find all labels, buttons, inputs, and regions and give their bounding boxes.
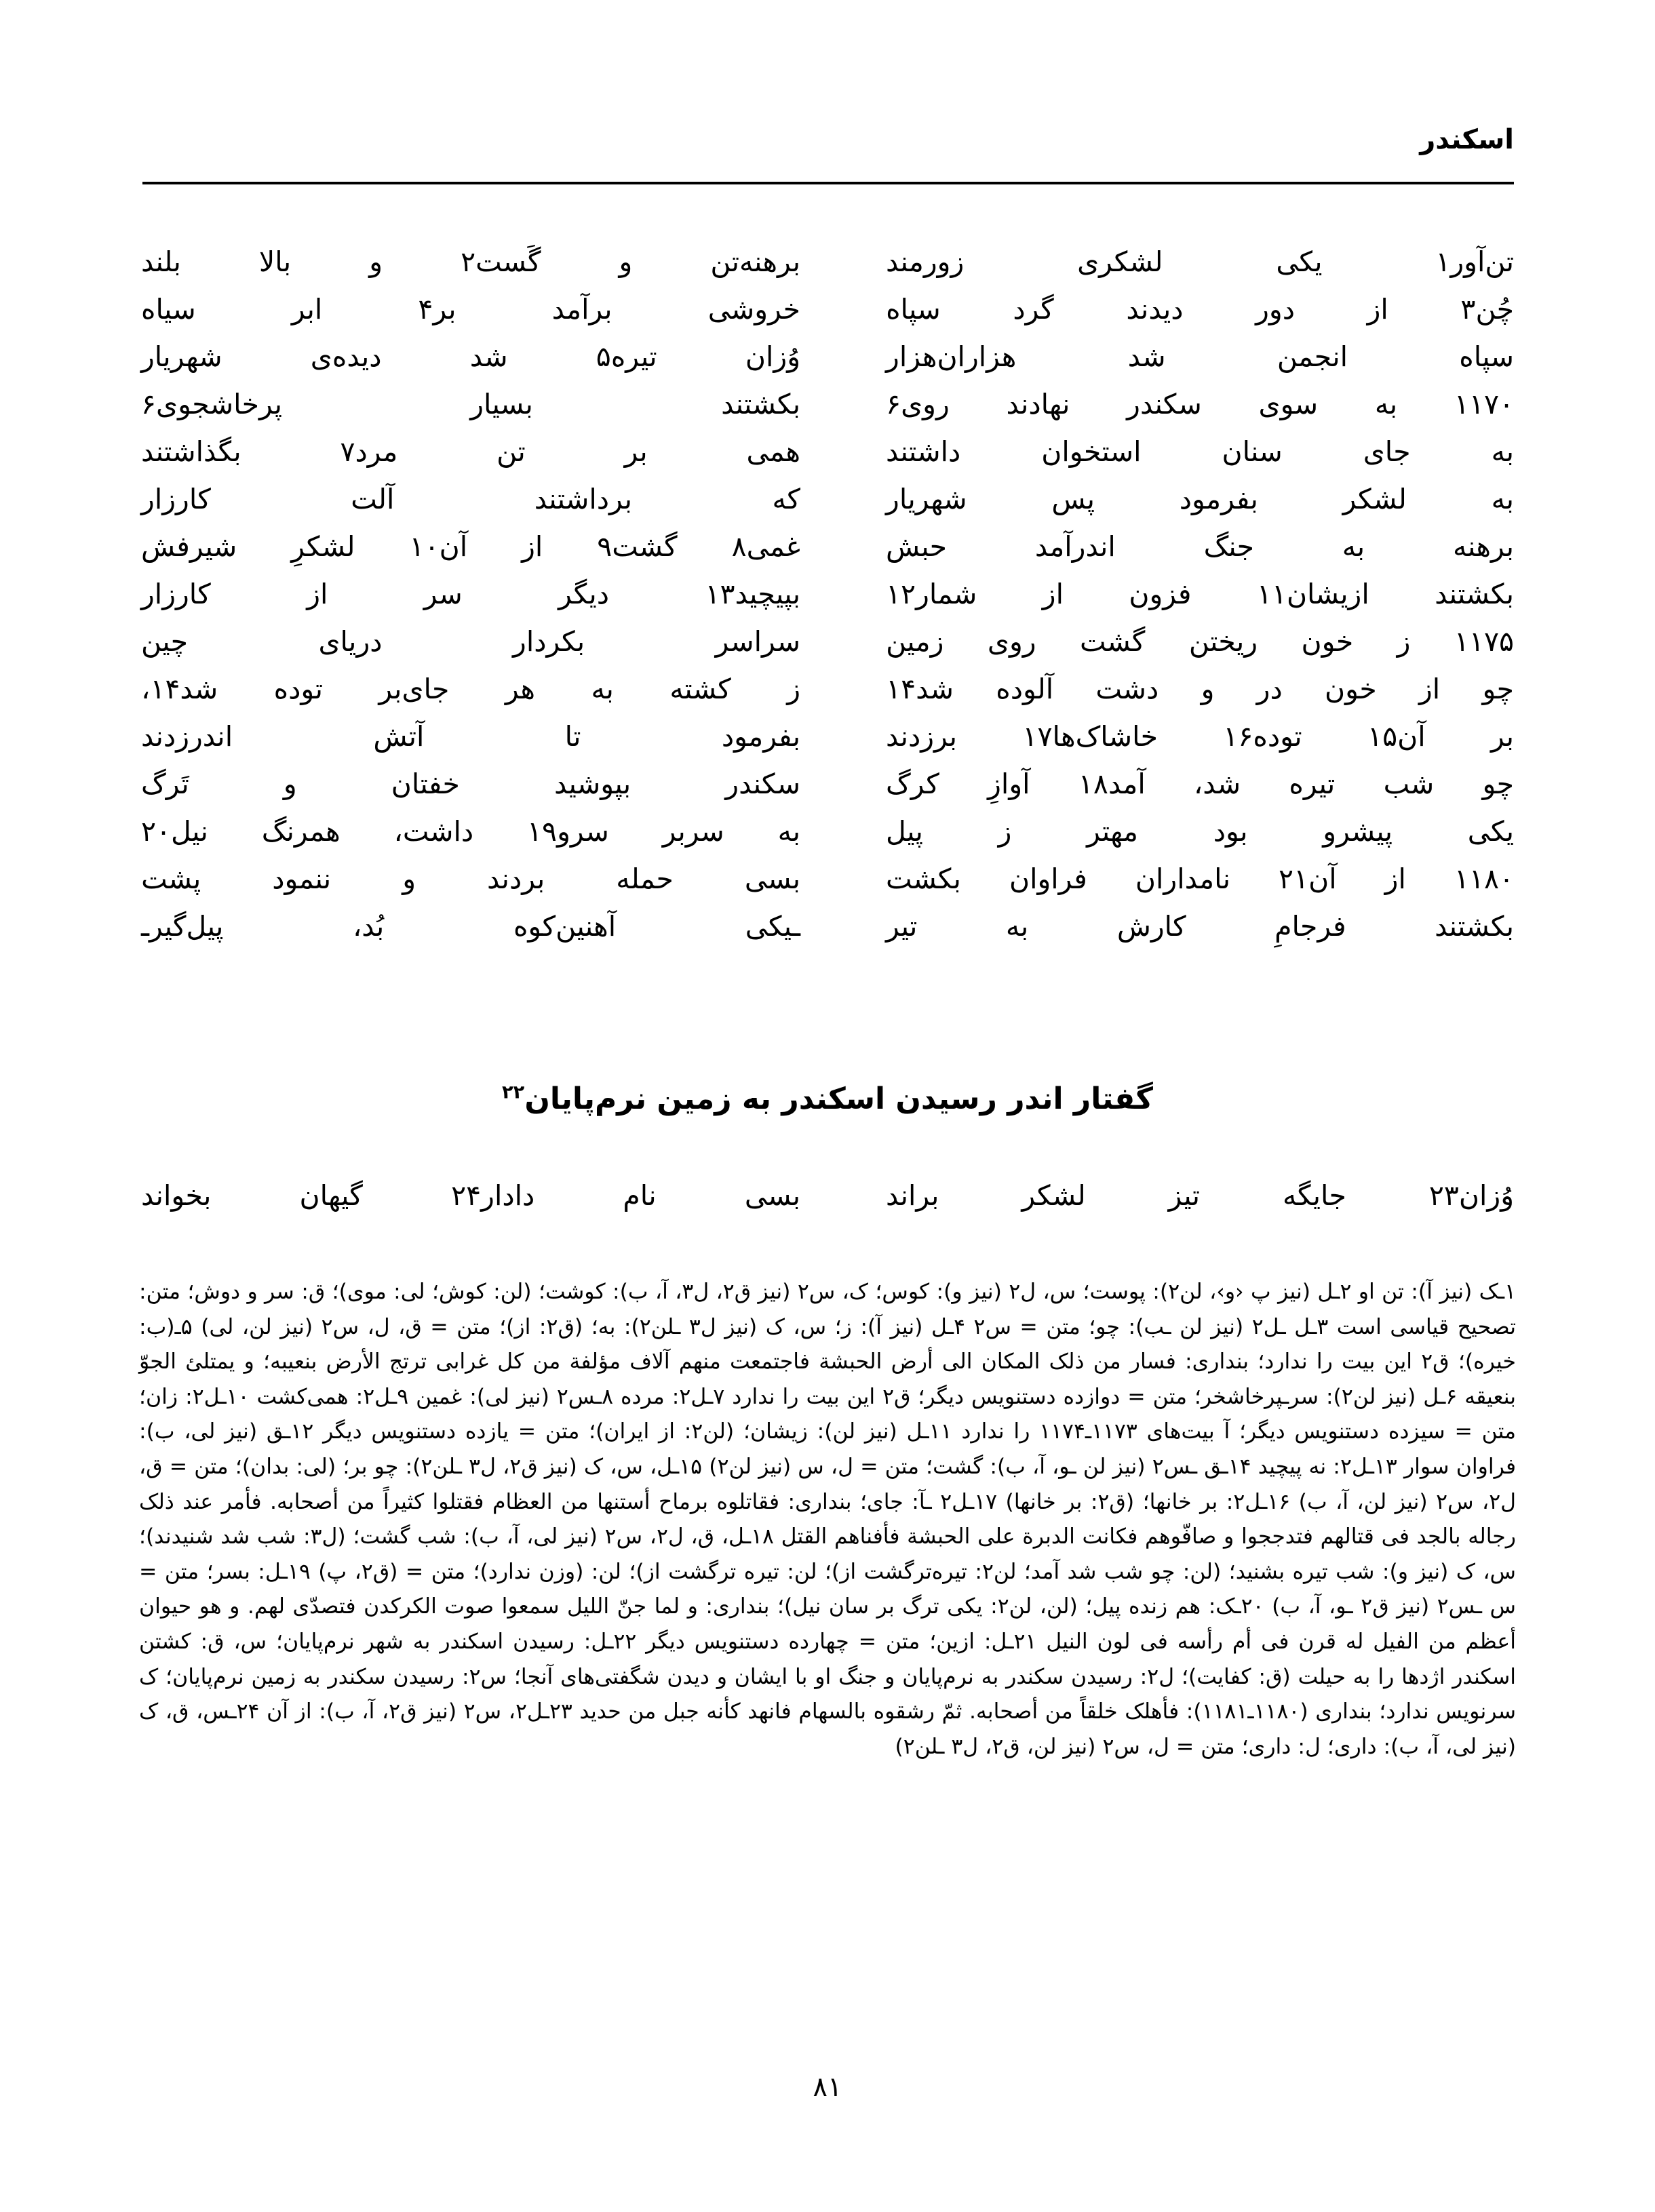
verse-word: از (1367, 292, 1388, 325)
verse-word: کارزار (141, 482, 211, 515)
verse-word: ز (998, 814, 1012, 848)
verse-word: کارزار (141, 577, 211, 610)
verse-number: ۱۱۷۵ (1454, 625, 1514, 658)
verse-word: ز (787, 672, 800, 705)
verse-word: از (1042, 577, 1064, 610)
apparatus-paragraph: ۱ـک (نیز آ): تن او ۲ـل (نیز پ ‹و›، لن۲): پوست؛ س، ل۲ (نیز و): کوس؛ ک، س۲ (نیز ق۲، ل۳، آ، ب): کوشت؛ (لن: کوش؛ لی: موی)؛ ق: سر و دوش؛ متن: تصحیح قیاسی است ۳ـل ـل۲ (نیز لن ـب): چو؛ متن = س۲ ۴ـل (نیز آ): ز؛ س، ک (نیز ل۳ ـلن۲): به؛ (ق۲: از)؛ متن = ق، ل، س۲ (نیز لن، لی) ۵ـ(ب: خیره)؛ ق۲ این بیت را ندارد؛ بنداری: فسار من ذلک المکان الی أرض الحبشة فاجتمعت منهم آلاف مؤلفة من کل غرابی ترتج الأرض بنعیبه؛ و یمتلئ الجوّ بنعیقه ۶ـل (نیز لن۲): سرـپرخاشخر؛ متن = دوازده دستنویس دیگر؛ ق۲ این بیت را ندارد ۷ـل۲: مرده ۸ـس۲ (نیز لی): غمین ۹ـل۲: همی‌کشت ۱۰ـل۲: زان؛ متن = سیزده دستنویس دیگر؛ آ بیت‌های ۱۱۷۳ـ۱۱۷۴ را ندارد ۱۱ـل (نیز لن): زیشان؛ (لن۲: از ایران)؛ متن = یازده دستنویس دیگر ۱۲ـق (نیز لی، ب): فراوان سوار ۱۳ـل۲: نه پیچید ۱۴ـق ـس۲ (نیز لن ـو، آ، ب): گشت؛ متن = ل، س (نیز لن۲) ۱۵ـل، س، ک (نیز ق۲، ل۳ ـلن۲): چو بر؛ (لی: بدان)؛ متن = ق، ل۲، س۲ (نیز لن، آ، ب) ۱۶ـل۲: بر خانها؛ (ق۲: بر خانها) ۱۷ـل۲ ـآ: جای؛ بنداری: فقاتلوه برماح أستنها من العظام فقتلوا کثیراً من أصحابه. فأمر عند ذلک رجاله بالجد فی قتالهم فتدججوا و صافّوهم فکانت الدبرة علی الحبشة فأفناهم القتل ۱۸ـل، ق، ل۲، س۲ (نیز لی، آ، ب): شب گشت؛ (ل۳: شب شد شنیدند)؛ س، ک (نیز و): شب تیره بشنید؛ (لن: چو شب شد آمد؛ لن۲: تیره‌ترگشت از)؛ لن: تیره ترگشت از)؛ لن: (وزن ندارد)؛ متن = (ق۲، پ) ۱۹ـل: بسر؛ متن = س ـس۲ (نیز ق۲ ـو، آ، ب) ۲۰ـک: هم زنده پیل؛ (لن، لن۲: یکی ترگ بر سان نیل)؛ بنداری: و لما جنّ اللیل سمعوا صوت الکرکدن فتصدّی لهم. و هو حیوان أعظم من الفیل له قرن فی أم رأسه فی لون النیل ۲۱ـل: ازین؛ متن = چهارده دستنویس دیگر ۲۲ـل: رسیدن اسکندر به شهر نرم‌پایان؛ س، ق: کشتن اسکندر اژدها را به حیلت (ق: کفایت)؛ ل۲: رسیدن سکندر به نرم‌پایان و جنگ او با ایشان و دیدن شگفتی‌های آنجا؛ س۲: رسیدن سکندر به زمین نرم‌پایان؛ ک سرنویس ندارد؛ بنداری (۱۱۸۰ـ۱۱۸۱): فأهلک خلقاً من أصحابه. ثمّ رشقوه بالسهام فانهد کأنه جبل من حدید ۲۳ـل۲، س۲ (نیز ق۲، آ، ب): از آن ۲۴ـس، ق، ک (نیز لی، آ، ب): داری؛ ل: داری؛ متن = ل، س۲ (نیز لن، ق۲، ل۳ ـلن۲) (139, 1280, 1517, 1759)
hemistich-left (141, 1181, 828, 1210)
verse-word: جای‌بر (378, 672, 450, 705)
verse-couplet (141, 894, 1514, 941)
verse-word: شد، (1194, 767, 1241, 800)
verse-couplet (141, 704, 1514, 751)
hemistich-right (828, 719, 1514, 753)
verse-word: سکندر (1127, 387, 1202, 420)
verse-couplet (141, 324, 1514, 372)
verse-couplet (141, 514, 1514, 561)
verse-word: سربر (662, 814, 724, 848)
verse-word: غمی۸ (731, 530, 800, 563)
verse-word: پیل‌گیرـ (141, 909, 224, 943)
verse-word: آمد۱۸ (1078, 767, 1146, 800)
verse-word: لشکری (1077, 245, 1163, 278)
hemistich-right (828, 1181, 1514, 1210)
verse-word: پیل (886, 814, 923, 848)
verse-word: سوی (1258, 387, 1319, 420)
verse-word: شهریار (886, 482, 967, 515)
verse-word: آوازِ (988, 767, 1030, 800)
verse-couplet (141, 372, 1514, 419)
verse-word: بر (624, 435, 648, 468)
verse-word: از (1384, 862, 1406, 895)
verse-word: روی۶ (886, 387, 950, 420)
hemistich-right (828, 482, 1514, 515)
verse-word: زورمند (886, 245, 965, 278)
verse-word: گیهان (299, 1179, 363, 1212)
verse-word: اندرآمد (1034, 530, 1116, 563)
verse-word: پیشرو (1323, 814, 1393, 848)
verse-word: وُزان۲۳ (1428, 1179, 1514, 1212)
verse-word: دریای (318, 625, 383, 658)
verse-word: از (1418, 672, 1441, 705)
verse-word: داشت، (393, 814, 474, 848)
verse-word: بفرمود (1179, 482, 1258, 515)
hemistich-left (141, 862, 828, 895)
verse-word: پرخاشجوی۶ (141, 387, 282, 420)
verse-word: دشت (1095, 672, 1159, 705)
hemistich-left (141, 532, 828, 561)
running-head-title: اسکندر (1420, 124, 1514, 155)
verse-word: سر (423, 577, 463, 610)
verse-word: بلند (141, 245, 181, 278)
verse-word: بفرمود (721, 719, 800, 753)
verse-word: همی (746, 435, 800, 468)
verse-word: ریختن (1188, 625, 1258, 658)
verse-word: آن۲۱ (1279, 862, 1337, 895)
verse-word: بکشت (886, 862, 961, 895)
verse-word: شیرفش (141, 530, 237, 563)
hemistich-left (141, 482, 828, 515)
verse-word: توده (273, 672, 323, 705)
verse-word: چو (1482, 672, 1514, 705)
verse-word: بکشتند (721, 387, 800, 420)
verse-word: بود (1213, 814, 1248, 848)
hemistich-left (141, 909, 828, 943)
verse-word: و (283, 767, 297, 800)
verse-word: یکی (1276, 245, 1323, 278)
verse-word: گرد (1013, 292, 1054, 325)
hemistich-right (828, 627, 1514, 656)
hemistich-right (828, 909, 1514, 943)
verse-word: برهنه‌تن (710, 245, 800, 278)
verse-word: ننمود (272, 862, 332, 895)
verse-word: سیاه (141, 292, 196, 325)
verse-word: بُد، (353, 909, 385, 943)
verse-word: براند (886, 1179, 939, 1212)
verse-word: تیره۵ (596, 340, 657, 373)
verse-word: گشت۹ (597, 530, 678, 563)
verse-couplet (141, 419, 1514, 467)
verse-word: بکشتند (1435, 909, 1514, 943)
verse-couplet (141, 467, 1514, 514)
hemistich-left (141, 672, 828, 705)
verse-word: استخوان (1041, 435, 1142, 468)
verse-word: سپاه (886, 292, 941, 325)
verse-word: سرو۱۹ (527, 814, 609, 848)
verse-couplet (141, 609, 1514, 656)
verse-word: توده۱۶ (1223, 719, 1302, 753)
hemistich-left (141, 719, 828, 753)
verse-word: سنان (1222, 435, 1283, 468)
verse-word: سراسر (715, 625, 800, 658)
verse-word: بخواند (141, 1179, 212, 1212)
verse-word: داشتند (886, 435, 961, 468)
verse-word: شد (1127, 340, 1166, 373)
hemistich-left (141, 814, 828, 848)
verse-word: جای (1363, 435, 1411, 468)
verse-word: به (777, 814, 800, 848)
verse-word: بر (1490, 719, 1514, 753)
verse-word: که (772, 482, 800, 515)
hemistich-right (828, 814, 1514, 848)
verse-word: آهنین‌کوه (513, 909, 617, 943)
verse-word: ازیشان۱۱ (1256, 577, 1369, 610)
verse-word: شهریار (141, 340, 222, 373)
verse-word: نهادند (1006, 387, 1070, 420)
verse-word: سپاه (1459, 340, 1514, 373)
verse-couplet (141, 561, 1514, 609)
verse-word: جایگه (1283, 1179, 1346, 1212)
verse-word: و (1201, 672, 1215, 705)
verse-word: تن (496, 435, 526, 468)
verse-word: تیره (1289, 767, 1336, 800)
verse-word: گَست۲ (461, 245, 541, 278)
verse-word: دور (1255, 292, 1295, 325)
verse-word: بردند (487, 862, 545, 895)
hemistich-right (828, 342, 1514, 372)
verse-couplet (141, 846, 1514, 894)
verse-word: فرجامِ (1274, 909, 1346, 943)
verse-word: خاشاک‌ها۱۷ (1022, 719, 1158, 753)
header-rule (142, 182, 1514, 184)
verse-word: ـیکی (745, 909, 800, 943)
verse-word: بسی (744, 862, 800, 895)
verse-word: شمار۱۲ (886, 577, 977, 610)
verse-word: بسی (744, 1179, 800, 1212)
verse-word: مرد۷ (340, 435, 398, 468)
verse-word: لشکر (1342, 482, 1407, 515)
hemistich-left (141, 577, 828, 610)
verse-word: خروشی (707, 292, 800, 325)
verse-word: تیز (1168, 1179, 1201, 1212)
hemistich-right (828, 672, 1514, 705)
verse-word: آتش (373, 719, 425, 753)
running-head (141, 126, 1514, 174)
verse-couplet (141, 656, 1514, 704)
hemistich-right (828, 387, 1514, 420)
verse-word: نام (623, 1179, 657, 1212)
section-heading-footnote-marker: ۲۲ (502, 1082, 525, 1103)
verse-word: آن۱۰ (409, 530, 468, 563)
verse-word: هر (505, 672, 536, 705)
verse-word: برزدند (886, 719, 958, 753)
verse-word: انجمن (1277, 340, 1348, 373)
hemistich-right (828, 437, 1514, 467)
verse-word: در (1256, 672, 1283, 705)
verse-word: همرنگ (261, 814, 340, 848)
critical-apparatus (139, 1275, 1516, 1764)
verse-word: لشکرِ (291, 530, 355, 563)
verse-word: چین (141, 625, 188, 658)
verse-number: ۱۱۷۰ (1454, 387, 1514, 420)
verse-word: وُزان (745, 340, 800, 373)
hemistich-left (141, 342, 828, 372)
verse-word: آن۱۵ (1367, 719, 1426, 753)
hemistich-right (828, 532, 1514, 561)
verse-word: شد (469, 340, 508, 373)
verse-word: نامداران (1135, 862, 1230, 895)
verse-word: به (591, 672, 614, 705)
hemistich-right (828, 245, 1514, 278)
verse-word: بکشتند (1435, 577, 1514, 610)
hemistich-left (141, 437, 828, 467)
verse-word: بسیار (470, 387, 533, 420)
hemistich-left (141, 627, 828, 656)
verse-word: کرگ (886, 767, 939, 800)
verse-word: بر۴ (418, 292, 456, 325)
verse-word: روی (987, 625, 1036, 658)
hemistich-left (141, 767, 828, 800)
verse-word: بپیچید۱۳ (705, 577, 800, 610)
hemistich-right (828, 577, 1514, 610)
verse-couplet (141, 229, 1514, 277)
verse-word: و (369, 245, 383, 278)
verse-word: پس (1051, 482, 1095, 515)
verse-word: خون (1301, 625, 1354, 658)
verse-word: بکردار (513, 625, 585, 658)
verse-word: اندرزدند (141, 719, 233, 753)
verse-word: حمله (616, 862, 674, 895)
verse-word: برداشتند (534, 482, 633, 515)
verse-word: به (1374, 387, 1398, 420)
verse-word: به (1005, 909, 1029, 943)
verse-word: فراوان (1009, 862, 1087, 895)
section-heading-text: گفتار اندر رسیدن اسکندر به زمین نرم‌پایان (524, 1082, 1153, 1116)
verse-word: بپوشید (553, 767, 631, 800)
verse-word: به (1342, 530, 1365, 563)
verse-word: پشت (141, 862, 201, 895)
verse-word: تن‌آور۱ (1435, 245, 1514, 278)
hemistich-left (141, 245, 828, 278)
verse-couplet (141, 277, 1514, 324)
verse-word: دیگر (558, 577, 610, 610)
verse-couplet (141, 751, 1514, 799)
verse-word: دیده‌ی (310, 340, 382, 373)
verse-word: تیر (886, 909, 918, 943)
verse-word: خون (1325, 672, 1377, 705)
verse-word: نیل۲۰ (141, 814, 208, 848)
hemistich-right (828, 292, 1514, 325)
verse-word: برهنه (1452, 530, 1514, 563)
verse-word: شد۱۴، (141, 672, 218, 705)
verse-word: شب (1383, 767, 1435, 800)
verse-word: و (402, 862, 416, 895)
verse-word: بگذاشتند (141, 435, 241, 468)
verse-word: از (307, 577, 328, 610)
verse-word: حبش (886, 530, 948, 563)
verse-word: به (1491, 435, 1514, 468)
verse-word: دادار۲۴ (451, 1179, 535, 1212)
verse-word: بالا (258, 245, 292, 278)
verse-couplet (141, 799, 1514, 846)
verse-word: چُن۳ (1460, 292, 1514, 325)
verse-word: و (619, 245, 633, 278)
verse-word: لشکر (1021, 1179, 1086, 1212)
verse-word: هزاران‌هزار (886, 340, 1017, 373)
hemistich-left (141, 292, 828, 325)
section-heading (141, 1083, 1514, 1115)
verse-word: برآمد (551, 292, 612, 325)
hemistich-right (828, 862, 1514, 895)
verse-word: آلت (351, 482, 395, 515)
verse-number: ۱۱۸۰ (1454, 862, 1514, 895)
verse-word: ابر (291, 292, 323, 325)
verse-word: تَرگ (141, 767, 189, 800)
heading-couplet (141, 1163, 1514, 1210)
page-number: ۸۱ (813, 2072, 842, 2103)
verse-word: فزون (1129, 577, 1192, 610)
verse-word: یکی (1467, 814, 1514, 848)
verse-word: کارش (1116, 909, 1186, 943)
hemistich-left (141, 387, 828, 420)
verse-word: دیدند (1126, 292, 1184, 325)
verse-word: به (1491, 482, 1514, 515)
verse-word: کشته (669, 672, 731, 705)
hemistich-right (828, 767, 1514, 800)
verse-word: جنگ (1203, 530, 1255, 563)
verse-word: گشت (1080, 625, 1146, 658)
verse-word: آلوده (996, 672, 1054, 705)
verse-block (141, 229, 1514, 941)
verse-word: تا (564, 719, 581, 753)
verse-word: سکندر (725, 767, 800, 800)
verse-word: از (522, 530, 543, 563)
verse-word: ز (1397, 625, 1411, 658)
verse-word: چو (1482, 767, 1514, 800)
verse-word: زمین (886, 625, 944, 658)
verse-word: مهتر (1087, 814, 1138, 848)
verse-word: شد۱۴ (886, 672, 954, 705)
verse-word: خفتان (391, 767, 460, 800)
